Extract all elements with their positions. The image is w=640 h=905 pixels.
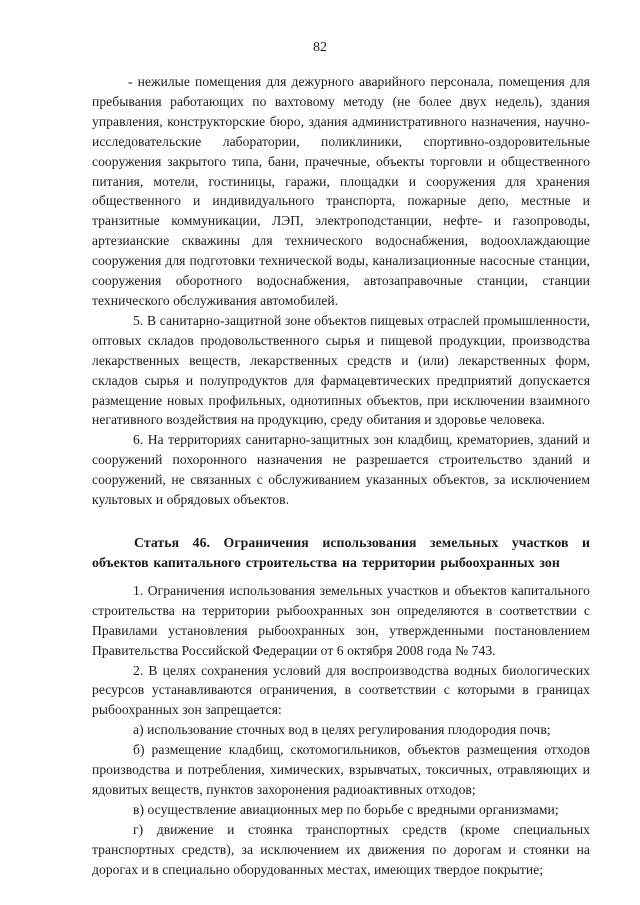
paragraph-item-6: 6. На территориях санитарно-защитных зон кладбищ, крематориев, зданий и сооружений похоронного назначения не разрешается строительство зданий и сооружений, не связанных с обслуживанием указанных объектов, за исключением культовых и обрядовых объектов.: [92, 432, 590, 508]
subitem-a: а) использование сточных вод в целях регулирования плодородия почв;: [133, 722, 551, 738]
subitem-g: г) движение и стоянка транспортных средств (кроме специальных транспортных средств), за исключением их движения по дорогам и стоянки на дорогах и в специально оборудованных местах, имеющих твердое покрытие;: [92, 821, 590, 877]
paragraph-item-5: 5. В санитарно-защитной зоне объектов пищевых отраслей промышленности, оптовых складов продовольственного сырья и пищевой продукции, производства лекарственных веществ, лекарственных средств и (или) лекарственных форм, складов сырья и полупродуктов для фармацевтических предприятий допускается размещение новых профильных, однотипных объектов, при исключении взаимного негативного воздействия на продукцию, среду обитания и здоровье человека.: [92, 312, 590, 428]
page-number: 82: [313, 40, 327, 55]
article-46-heading: Статья 46. Ограничения использования земельных участков и объектов капитального строительства на территории рыбоохранных зон: [92, 534, 590, 570]
page-body: [92, 72, 590, 880]
list-item-nonresidential-premises: - нежилые помещения для дежурного аварийного персонала, помещения для пребывания работающих по вахтовому методу (не более двух недель), здания управления, конструкторские бюро, здания административного назначения, научно-исследовательские лаборатории, поликлиники, спортивно-оздоровительные сооружения закрытого типа, бани, прачечные, объекты торговли и общественного питания, мотели, гостиницы, гаражи, площадки и сооружения для хранения общественного и индивидуального транспорта, пожарные депо, местные и транзитные коммуникации, ЛЭП, электроподстанции, нефте- и газопроводы, артезианские скважины для технического водоснабжения, водоохлаждающие сооружения для подготовки технической воды, канализационные насосные станции, сооружения оборотного водоснабжения, автозаправочные станции, станции технического обслуживания автомобилей.: [92, 74, 590, 308]
subitem-b: б) размещение кладбищ, скотомогильников, объектов размещения отходов производства и потребления, химических, взрывчатых, токсичных, отравляющих и ядовитых веществ, пунктов захоронения радиоактивных отходов;: [92, 742, 590, 797]
paragraph-item-1: 1. Ограничения использования земельных участков и объектов капитального строительства на территории рыбоохранных зон определяются в соответствии с Правилами установления рыбоохранных зон, утвержденными постановлением Правительства Российской Федерации от 6 октября 2008 года № 743.: [92, 582, 590, 658]
subitem-v: в) осуществление авиационных мер по борьбе с вредными организмами;: [133, 801, 559, 817]
paragraph-item-2: 2. В целях сохранения условий для воспроизводства водных биологических ресурсов устанавливаются ограничения, в соответствии с которыми в границах рыбоохранных зон запрещается:: [92, 662, 590, 718]
